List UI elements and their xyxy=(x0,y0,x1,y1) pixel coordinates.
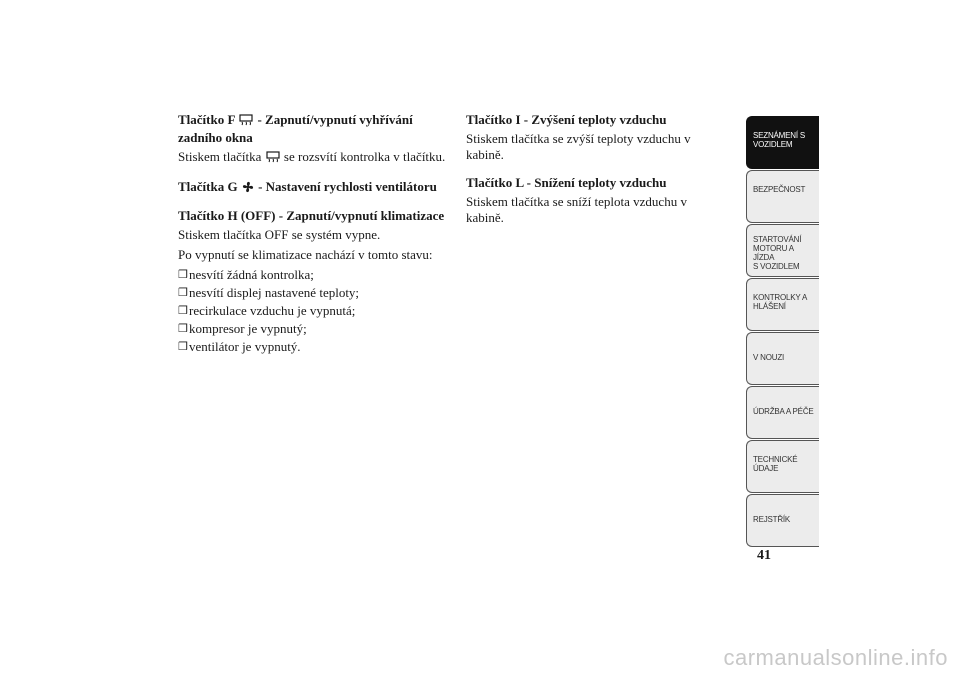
fan-icon xyxy=(242,181,254,197)
tab-kontrolky-a-hlaseni[interactable]: KONTROLKY A HLÁŠENÍ xyxy=(746,278,819,331)
right-column xyxy=(466,112,728,230)
state-bullet-list xyxy=(178,267,450,355)
checkbox-bullet-icon: ❒ xyxy=(178,341,188,353)
checkbox-bullet-icon: ❒ xyxy=(178,269,188,281)
list-item: ❒ nesvítí displej nastavené teploty; xyxy=(178,285,360,300)
list-item: ❒ ventilátor je vypnutý. xyxy=(178,339,301,354)
tab-v-nouzi[interactable]: V NOUZI xyxy=(746,332,819,385)
tab-seznameni-s-vozidlem[interactable]: SEZNÁMENÍ S VOZIDLEM xyxy=(746,116,819,169)
rear-window-heating-icon xyxy=(266,151,280,167)
checkbox-bullet-icon: ❒ xyxy=(178,323,188,335)
checkbox-bullet-icon: ❒ xyxy=(178,287,188,299)
button-l-text: Stiskem tlačítka se sníží teplota vzduchu v kabině. xyxy=(466,194,687,225)
button-h-text: Stiskem tlačítka OFF se systém vypne. xyxy=(178,227,381,242)
checkbox-bullet-icon: ❒ xyxy=(178,305,188,317)
tab-bezpecnost[interactable]: BEZPEČNOST xyxy=(746,170,819,223)
button-f-heading: Tlačítko F - Zapnutí/vypnutí vyhřívání zadního okna xyxy=(178,112,413,145)
list-item: ❒ recirkulace vzduchu je vypnutá; xyxy=(178,303,356,318)
left-column xyxy=(178,112,450,357)
button-i-text: Stiskem tlačítka se zvýší teploty vzduchu v kabině. xyxy=(466,131,691,162)
button-h-heading: Tlačítko H (OFF) - Zapnutí/vypnutí klimatizace xyxy=(178,208,445,223)
tab-technicke-udaje[interactable]: TECHNICKÉ ÚDAJE xyxy=(746,440,819,493)
tab-startovani-motoru[interactable]: STARTOVÁNÍ MOTORU A JÍZDA S VOZIDLEM xyxy=(746,224,819,277)
page-number: 41 xyxy=(757,548,771,563)
button-h-state-intro: Po vypnutí se klimatizace nachází v tomto stavu: xyxy=(178,247,433,262)
list-item: ❒ nesvítí žádná kontrolka; xyxy=(178,267,314,282)
list-item: ❒ kompresor je vypnutý; xyxy=(178,321,307,336)
tab-rejstrik[interactable]: REJSTŘÍK xyxy=(746,494,819,547)
rear-window-heating-icon xyxy=(239,114,253,130)
button-i-heading: Tlačítko I - Zvýšení teploty vzduchu xyxy=(466,112,667,127)
button-g-heading: Tlačítka G - Nastavení rychlosti ventilátoru xyxy=(178,179,450,197)
chapter-tabs xyxy=(746,116,819,548)
button-f-text: Stiskem tlačítka se rozsvítí kontrolka v tlačítku. xyxy=(178,149,450,167)
watermark: carmanualsonline.info xyxy=(723,645,948,670)
button-l-heading: Tlačítko L - Snížení teploty vzduchu xyxy=(466,175,667,190)
tab-udrzba-a-pece[interactable]: ÚDRŽBA A PÉČE xyxy=(746,386,819,439)
